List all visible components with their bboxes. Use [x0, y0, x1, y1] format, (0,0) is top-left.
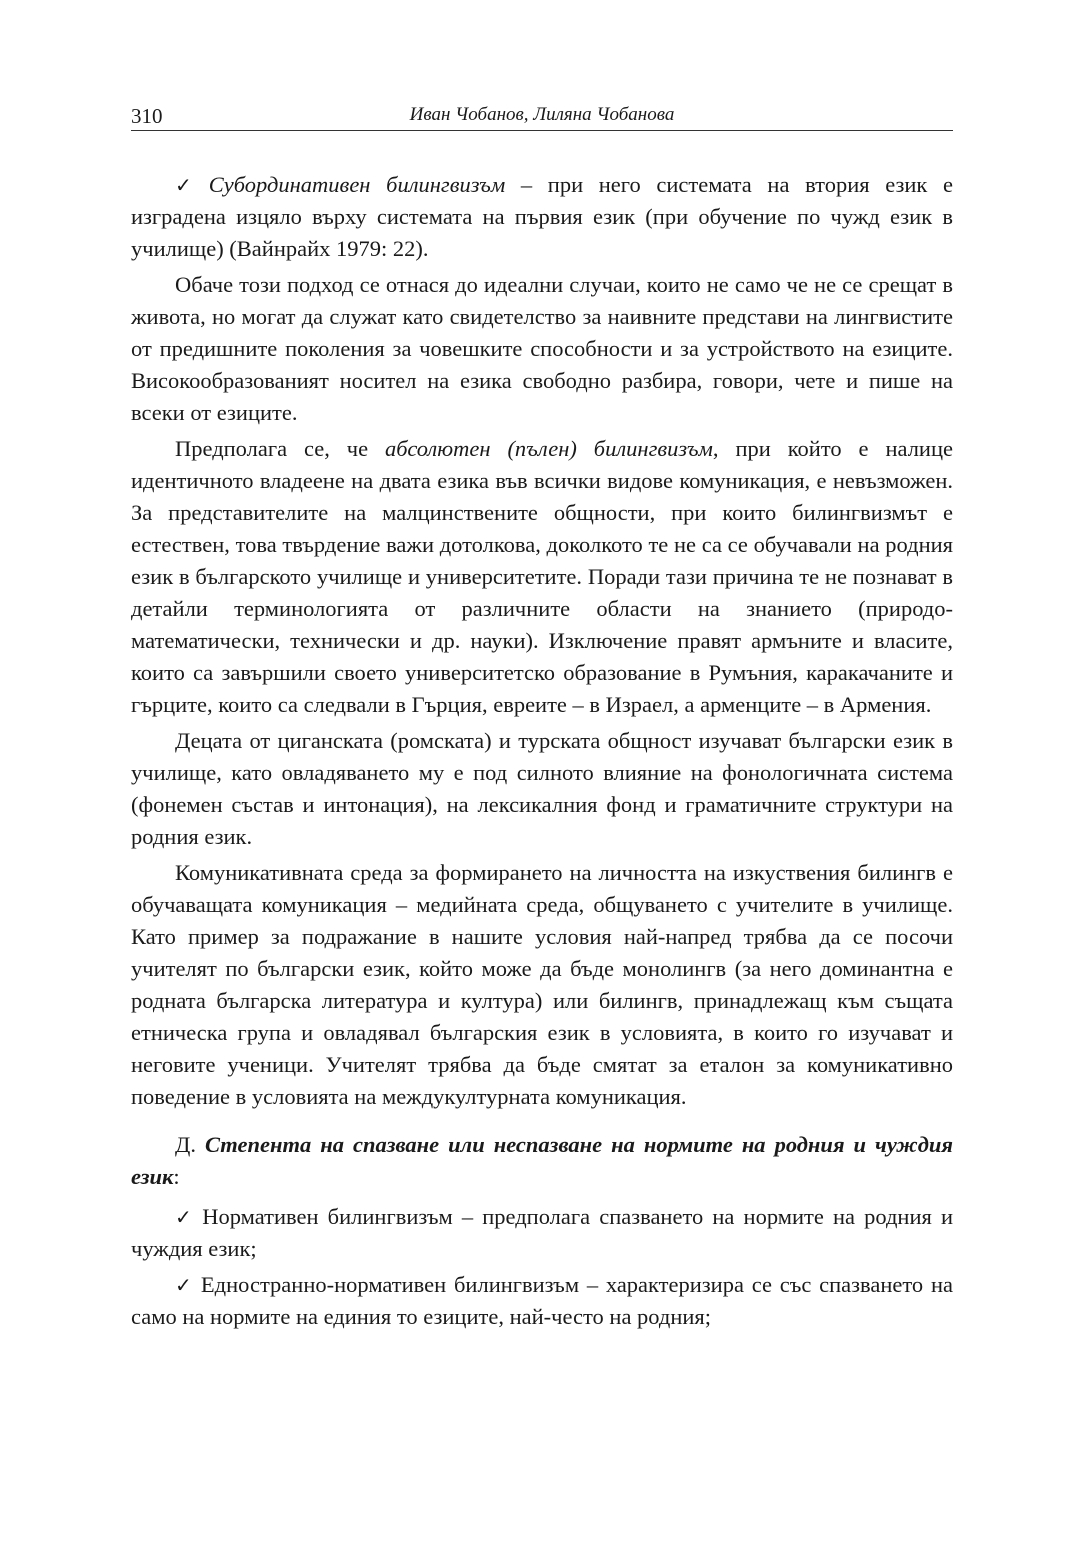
- item-text: – при него системата на втория език е изградена изцяло върху системата на първия език (при обучение по чужд език в училище) (Вайнрайх 1979: 22).: [131, 172, 954, 261]
- paragraph-ideal-cases: Обаче този подход се отнася до идеални случаи, които не само че не се срещат в живота, но могат да служат като свидетелство за наивните представи на лингвистите от предишните поколения за човешките способности и за устройството на езиците. Високообразованият носител на езика свободно разбира, говори, чете и пише на всеки от езиците.: [131, 272, 953, 425]
- list-item-one-sided-normative: [131, 1269, 953, 1333]
- check-icon: ✓: [175, 1205, 196, 1229]
- page-body: [131, 169, 953, 1333]
- check-icon: ✓: [175, 1273, 194, 1297]
- section-letter: Д.: [175, 1132, 205, 1157]
- list-item-subordinative: [131, 169, 953, 265]
- list-item-normative: [131, 1201, 953, 1265]
- paragraph-absolute-bilingualism: [131, 433, 953, 721]
- section-heading: [131, 1129, 953, 1193]
- paragraph-communicative-environment: Комуникативната среда за формирането на личността на изкуствения билингв е обучаващата комуникация – медийната среда, общуването с учителите в училище. Като пример за подражание в нашите условия най-напред трябва да се посочи учителят по български език, който може да бъде монолингв (за него доминантна е родната българска литература и култура) или билингв, принадлежащ към същата етническа група и овладявал българския език в условията, в които го изучават и неговите ученици. Учителят трябва да бъде смятат за еталон за комуникативно поведение в условията на междукултурната комуникация.: [131, 860, 953, 1109]
- paragraph-text: , при който е налице идентичното владеене на двата езика във всички видове комуникация, е невъзможен. За представителите на малцинствените общности, при които билингвизмът е естествен, това твърдение важи дотолкова, доколкото те не са се обучавали на родния език в българското училище и университетите. Поради тази причина те не познават в детайли терминологията от различните области на знанието (природо-математически, технически и др. науки). Изключение правят армъните и власите, които са завършили своето университетско образование в Румъния, каракачаните и гърците, които са следвали в Гърция, евреите – в Израел, а арменците – в Армения.: [131, 436, 953, 717]
- item-text: Нормативен билингвизъм – предполага спазването на нормите на родния и чуждия език;: [131, 1204, 953, 1261]
- term-subordinative: Субординативен билингвизъм: [208, 172, 506, 197]
- paragraph-lead: Предполага се, че: [175, 436, 386, 461]
- section-colon: :: [173, 1164, 180, 1189]
- item-text: Едностранно-нормативен билингвизъм – характеризира се със спазването на само на нормите на единия то езиците, най-често на родния;: [131, 1272, 953, 1329]
- running-head: Иван Чобанов, Лиляна Чобанова: [409, 104, 675, 125]
- section-title: Степента на спазване или неспазване на нормите на родния и чуждия език: [131, 1132, 953, 1189]
- check-icon: ✓: [175, 173, 202, 197]
- page-number: 310: [131, 104, 163, 128]
- paragraph-children: Децата от циганската (ромската) и турската общност изучават български език в училище, като овладяването му е под силното влияние на фонологичната система (фонемен състав и интонация), на лексикалния фонд и граматичните структури на родния език.: [131, 728, 953, 849]
- page-header: [131, 100, 953, 131]
- term-absolute: абсолютен (пълен) билингвизъм: [385, 436, 713, 461]
- page: [131, 100, 953, 1337]
